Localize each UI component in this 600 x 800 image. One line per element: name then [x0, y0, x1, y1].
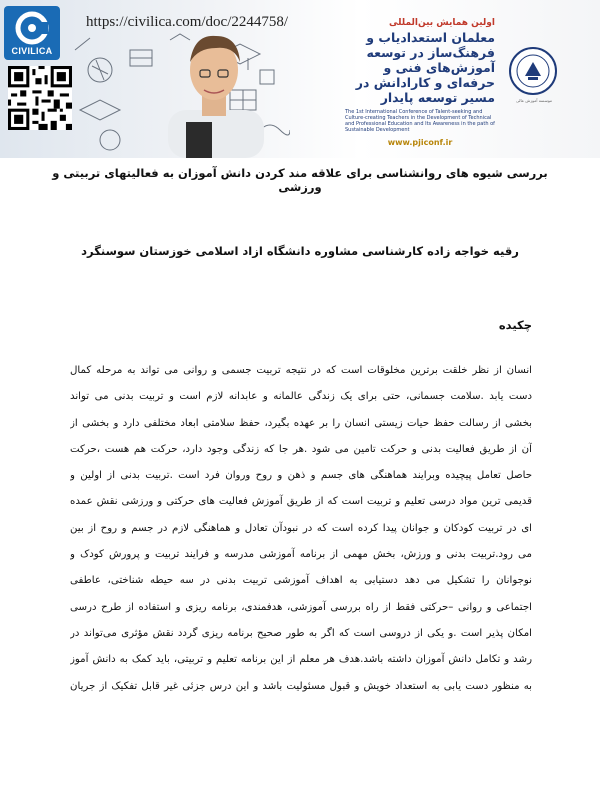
seal-caption: موسسه آموزش عالی: [515, 98, 553, 103]
abstract-line: می رود.تربیت بدنی و ورزش، بخش مهمی از برنامه آموزشی مدرسه و فرایند تربیت و پرورش کودک و: [70, 549, 532, 561]
institute-seal-icon: [508, 46, 558, 96]
conference-title-fa: معلمان استعداد‌یاب و فرهنگ‌ساز در توسعه آموزش‌های فنی و حرفه‌ای و کارادانش در مسیر توسعه پایدار: [355, 30, 495, 105]
conference-title-en: The 1st International Conference of Talent-seeking and Culture-creating Teachers in the Development of Technical and Professional Education and Its Awareness in the path of Sustainable Development: [345, 109, 495, 133]
abstract-line: رشد و تکامل دانش آموزان داشته باشد.هدف هر معلم از این برنامه تعلیم و تربیتی، باید کمک به دانش آموز: [70, 654, 532, 666]
abstract-line: ای در تربیت کودکان و جوانان پیدا کرده است که در نبودآن تعادل و هماهنگی لازم در جسم و روح از بین: [70, 522, 532, 534]
document-url[interactable]: https://civilica.com/doc/2244758/: [86, 14, 289, 30]
abstract-body: [70, 358, 532, 700]
conference-title-block: [345, 18, 495, 147]
abstract-line: آن از طریق فعالیت بدنی و حرکت تامین می شود .هر جا که زندگی وجود دارد، حرکت هم هست ،حرکت: [70, 443, 532, 455]
abstract-line: اجتماعی و روانی –حرکتی فقط از راه بررسی آموزشی، هدفمندی، برنامه ریزی و استفاده از طرح درسی: [70, 601, 532, 613]
abstract-line: امکان پذیر است .و یکی از دروسی است که اگر به طور صحیح برنامه ریزی گردد نقش مؤثری می‌تواند در: [70, 627, 532, 639]
abstract-line: نوجوانان را تشکیل می دهد دستیابی به اهداف آموزشی تربیت بدنی در سه حیطه شناختی، عاطفی: [70, 575, 532, 587]
civilica-logo-text: CIVILICA: [11, 46, 53, 56]
abstract-line: بخشی از رسالت حفظ حیات زیستی انسان را بر عهده بگیرد، حفظ سلامتی ابعاد مختلفی دارد و بخشی از: [70, 417, 532, 429]
abstract-line: حاصل تعامل پیچیده وبرایند هماهنگی های جسم و ذهن و روح وروان فرد است .تربیت بدنی از اولین و: [70, 470, 532, 482]
abstract-line: انسان از نظر خلقت برترین مخلوقات است که در نتیجه تربیت جسمی و روانی می تواند به مرحله کمال: [70, 365, 532, 376]
author-line: رقیه خواجه زاده کارشناسی مشاوره دانشگاه ازاد اسلامی خوزستان سوسنگرد: [81, 244, 519, 258]
abstract-line: قدیمی ترین مواد درسی تعلیم و تربیت است که از طریق آموزش فعالیت های حرکتی و ورزشی نقش عمده: [70, 496, 532, 508]
abstract-line: دست یابد .سلامت جسمانی، حتی برای یک زندگی عالمانه و عابدانه لازم است و تربیت بدنی می تواند: [70, 391, 532, 403]
abstract-heading: چکیده: [498, 318, 532, 332]
conference-banner: [0, 0, 600, 158]
conference-badge: اولین همایش بین‌المللی: [389, 18, 495, 28]
abstract-line: به منظور دست یابی به استعداد خویش و قبول مسئولیت باشد و این درس جزئی غیر قابل تفکیک از جریان: [70, 680, 532, 692]
conference-website[interactable]: www.pjiconf.ir: [387, 138, 453, 147]
student-photo: [150, 22, 280, 158]
document-title: بررسی شیوه های روانشناسی برای علاقه مند کردن دانش آموزان به فعالیتهای تربیتی و ورزشی: [52, 166, 548, 194]
qr-code-icon[interactable]: [8, 66, 72, 130]
